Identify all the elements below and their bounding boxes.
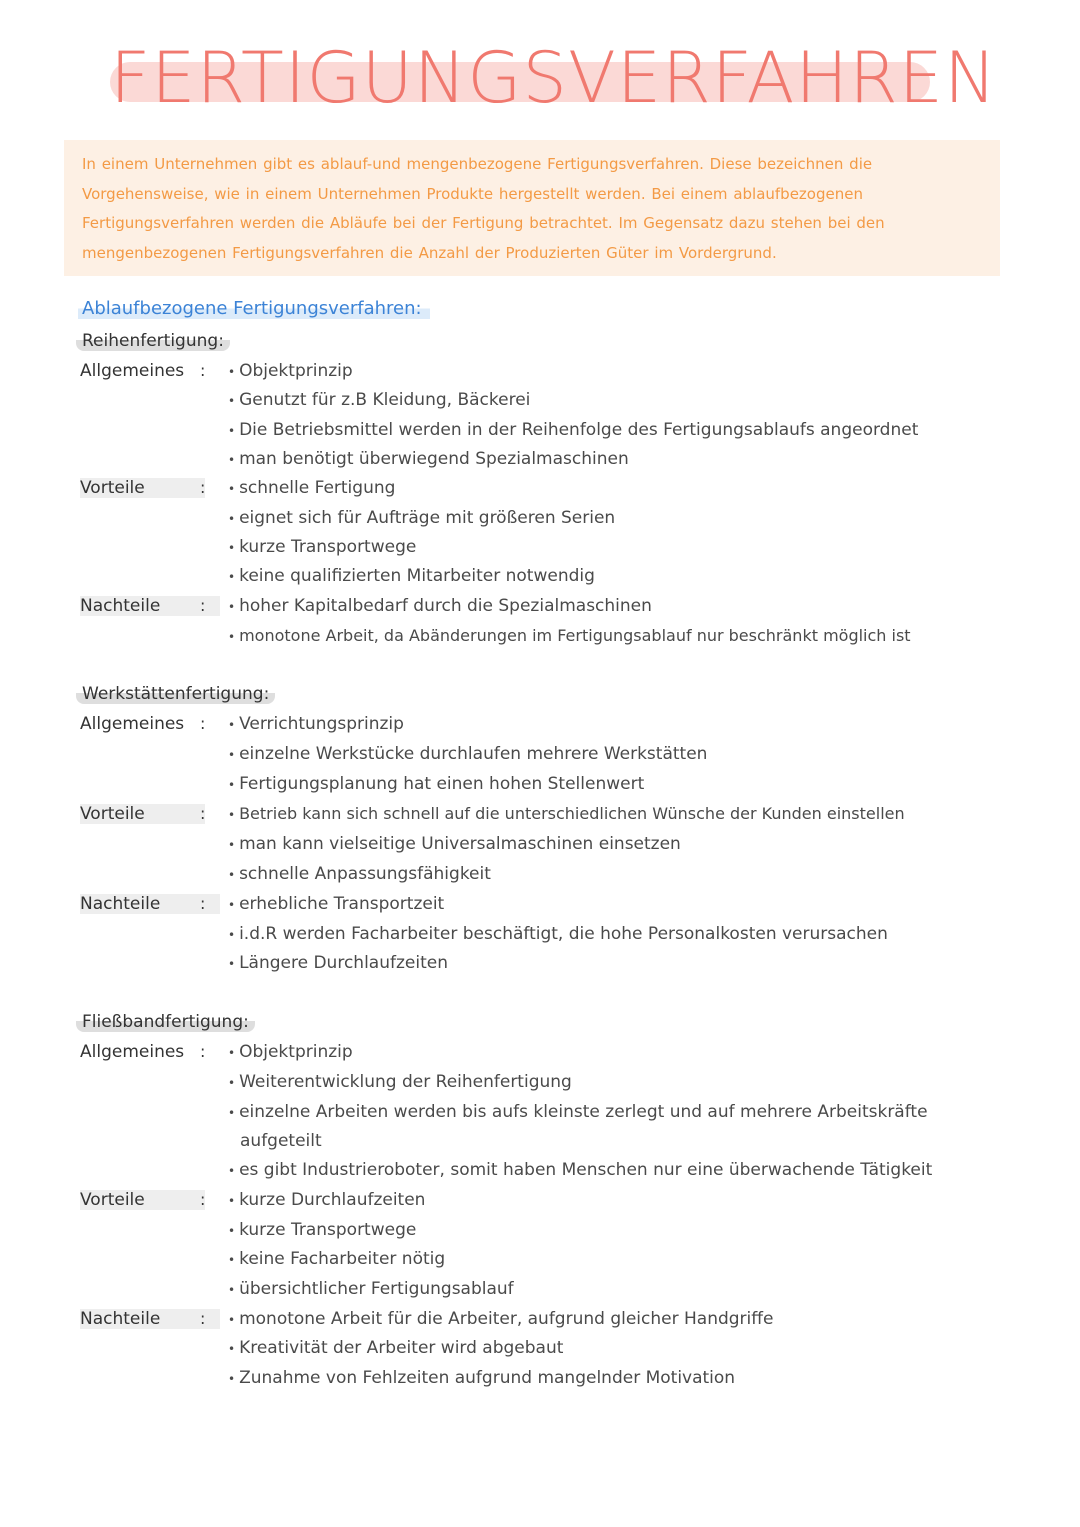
list-item: • Kreativität der Arbeiter wird abgebaut <box>228 1338 563 1358</box>
list-item: • monotone Arbeit, da Abänderungen im Fertigungsablauf nur beschränkt möglich ist <box>228 626 911 645</box>
list-item: • Genutzt für z.B Kleidung, Bäckerei <box>228 390 530 410</box>
list-item: aufgeteilt <box>240 1131 322 1151</box>
list-item: • kurze Transportwege <box>228 1220 416 1240</box>
label-disadvantages <box>80 1309 220 1329</box>
list-item: • Objektprinzip <box>228 361 353 381</box>
label-disadvantages-text: Nachteile <box>80 894 220 914</box>
list-item: • keine Facharbeiter nötig <box>228 1249 445 1269</box>
subheading-werkstaettenfertigung: Werkstättenfertigung: <box>76 684 275 704</box>
colon: : <box>200 478 206 497</box>
list-item: • man kann vielseitige Universalmaschinen einsetzen <box>228 834 681 854</box>
list-item: • Fertigungsplanung hat einen hohen Stellenwert <box>228 774 644 794</box>
list-item: • übersichtlicher Fertigungsablauf <box>228 1279 514 1299</box>
list-item: • schnelle Anpassungsfähigkeit <box>228 864 491 884</box>
colon: : <box>200 804 206 823</box>
list-item: • Betrieb kann sich schnell auf die unterschiedlichen Wünsche der Kunden einstellen <box>228 804 905 823</box>
title-block <box>110 37 998 119</box>
colon: : <box>200 1042 206 1061</box>
subheading-fliessbandfertigung: Fließbandfertigung: <box>76 1012 255 1032</box>
list-item: • Längere Durchlaufzeiten <box>228 953 448 973</box>
subheading-reihenfertigung: Reihenfertigung: <box>76 331 230 351</box>
list-item: • man benötigt überwiegend Spezialmaschinen <box>228 449 629 469</box>
colon: : <box>200 1190 206 1209</box>
label-disadvantages-text: Nachteile <box>80 596 220 616</box>
section-heading: Ablaufbezogene Fertigungsverfahren: <box>78 298 430 319</box>
label-general: Allgemeines <box>80 361 185 381</box>
label-general: Allgemeines <box>80 1042 185 1062</box>
list-item: • monotone Arbeit für die Arbeiter, aufgrund gleicher Handgriffe <box>228 1309 773 1329</box>
list-item: • Verrichtungsprinzip <box>228 714 404 734</box>
list-item: • Objektprinzip <box>228 1042 353 1062</box>
label-advantages-text: Vorteile <box>80 478 205 498</box>
list-item: • es gibt Industrieroboter, somit haben Menschen nur eine überwachende Tätigkeit <box>228 1160 932 1180</box>
intro-box <box>64 140 1000 276</box>
list-item: • schnelle Fertigung <box>228 478 395 498</box>
list-item: • kurze Transportwege <box>228 537 416 557</box>
label-disadvantages <box>80 894 220 914</box>
label-disadvantages-text: Nachteile <box>80 1309 220 1329</box>
list-item: • Die Betriebsmittel werden in der Reihenfolge des Fertigungsablaufs angeordnet <box>228 420 918 440</box>
list-item: • keine qualifizierten Mitarbeiter notwendig <box>228 566 595 586</box>
list-item: • hoher Kapitalbedarf durch die Spezialmaschinen <box>228 596 652 616</box>
list-item: • einzelne Arbeiten werden bis aufs kleinste zerlegt und auf mehrere Arbeitskräfte <box>228 1102 928 1122</box>
list-item: • eignet sich für Aufträge mit größeren Serien <box>228 508 615 528</box>
intro-text: In einem Unternehmen gibt es ablauf-und mengenbezogene Fertigungsverfahren. Diese bezeichnen die Vorgehensweise, wie in einem Unternehmen Produkte hergestellt werden. Bei einem ablaufbezogenen Fertigungsverfahren werden die Abläufe bei der Fertigung betrachtet. Im Gegensatz dazu stehen bei den mengenbezogenen Fertigungsverfahren die Anzahl der Produzierten Güter im Vordergrund. <box>82 155 885 262</box>
label-advantages <box>80 1190 220 1210</box>
list-item: • Weiterentwicklung der Reihenfertigung <box>228 1072 572 1092</box>
label-advantages <box>80 804 220 824</box>
label-advantages-text: Vorteile <box>80 1190 205 1210</box>
label-advantages <box>80 478 220 498</box>
list-item: • Zunahme von Fehlzeiten aufgrund mangelnder Motivation <box>228 1368 735 1388</box>
colon: : <box>200 894 206 913</box>
colon: : <box>200 361 206 380</box>
colon: : <box>200 714 206 733</box>
list-item: • einzelne Werkstücke durchlaufen mehrere Werkstätten <box>228 744 707 764</box>
list-item: • kurze Durchlaufzeiten <box>228 1190 425 1210</box>
list-item: • erhebliche Transportzeit <box>228 894 444 914</box>
label-advantages-text: Vorteile <box>80 804 205 824</box>
label-disadvantages <box>80 596 220 616</box>
page-title: FERTIGUNGSVERFAHREN <box>110 37 998 119</box>
list-item: • i.d.R werden Facharbeiter beschäftigt, die hohe Personalkosten verursachen <box>228 924 888 944</box>
colon: : <box>200 1309 206 1328</box>
label-general: Allgemeines <box>80 714 185 734</box>
colon: : <box>200 596 206 615</box>
